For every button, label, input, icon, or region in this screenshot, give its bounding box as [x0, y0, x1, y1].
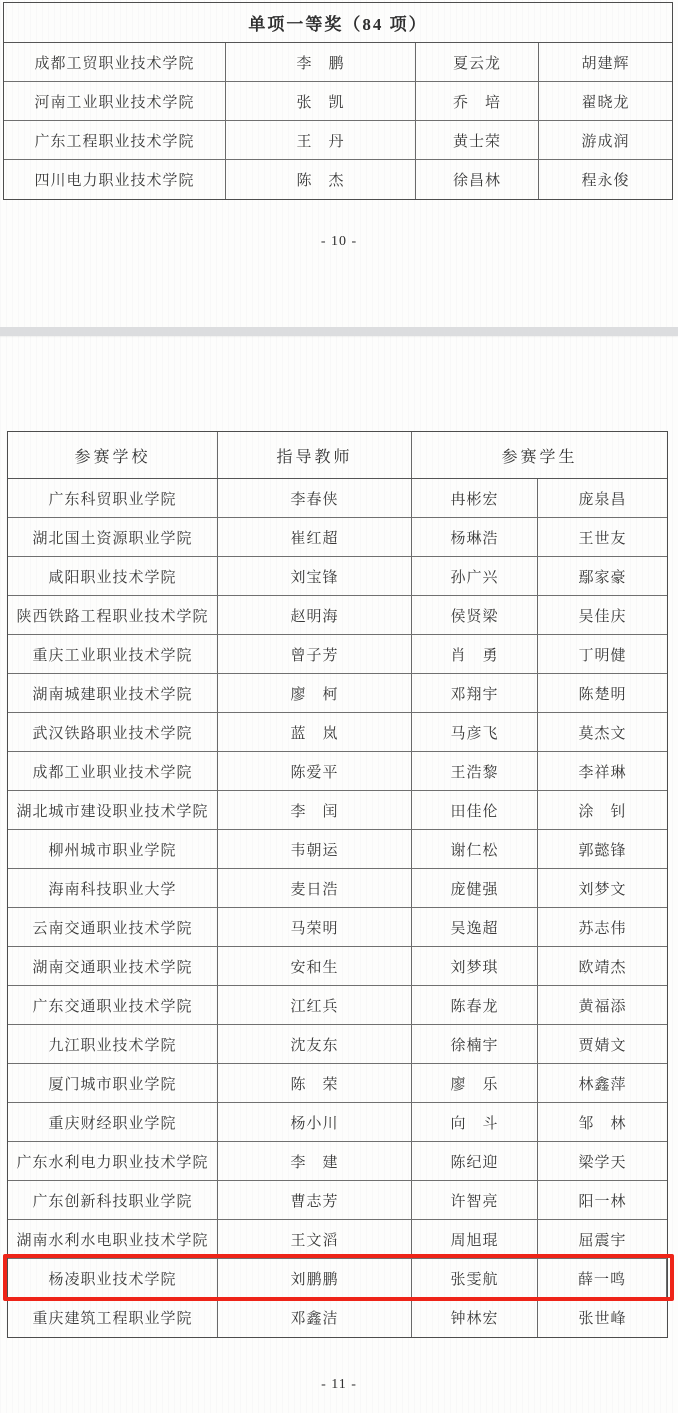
cell-school: 云南交通职业技术学院: [8, 908, 218, 947]
cell-teacher: 蓝 岚: [218, 713, 412, 752]
table-row: [4, 121, 672, 160]
cell-student-2: 丁明健: [538, 635, 667, 674]
cell-teacher: 李 闰: [218, 791, 412, 830]
cell-student-2: 翟晓龙: [539, 82, 672, 121]
table-row: [8, 1142, 667, 1181]
table-body: [8, 479, 667, 1337]
cell-school: 广东工程职业技术学院: [4, 121, 226, 160]
cell-teacher: 曹志芳: [218, 1181, 412, 1220]
cell-teacher: 赵明海: [218, 596, 412, 635]
cell-student-1: 许智亮: [412, 1181, 538, 1220]
cell-teacher: 麦日浩: [218, 869, 412, 908]
cell-school: 湖南水利水电职业技术学院: [8, 1220, 218, 1259]
cell-student-2: 游成润: [539, 121, 672, 160]
cell-teacher: 李 鹏: [226, 43, 416, 82]
table-row: [8, 830, 667, 869]
cell-student-1: 夏云龙: [416, 43, 539, 82]
table-row: [4, 160, 672, 199]
cell-school: 柳州城市职业学院: [8, 830, 218, 869]
table-row: [8, 713, 667, 752]
table-row: [8, 986, 667, 1025]
cell-school: 重庆工业职业技术学院: [8, 635, 218, 674]
cell-student-1: 张雯航: [412, 1259, 538, 1298]
table-row: [8, 1259, 667, 1298]
cell-student-1: 陈纪迎: [412, 1142, 538, 1181]
cell-school: 湖南交通职业技术学院: [8, 947, 218, 986]
page-divider: [0, 327, 678, 336]
table-row: [8, 869, 667, 908]
cell-teacher: 安和生: [218, 947, 412, 986]
cell-teacher: 马荣明: [218, 908, 412, 947]
cell-student-2: 阳一林: [538, 1181, 667, 1220]
page-number-10: - 10 -: [320, 234, 358, 249]
cell-student-1: 庞健强: [412, 869, 538, 908]
header-teacher: 指导教师: [218, 432, 412, 478]
cell-teacher: 江红兵: [218, 986, 412, 1025]
cell-student-1: 马彦飞: [412, 713, 538, 752]
cell-teacher: 陈爱平: [218, 752, 412, 791]
cell-teacher: 曾子芳: [218, 635, 412, 674]
cell-teacher: 邓鑫洁: [218, 1298, 412, 1337]
cell-student-2: 莫杰文: [538, 713, 667, 752]
cell-student-2: 鄢家豪: [538, 557, 667, 596]
cell-school: 杨凌职业技术学院: [8, 1259, 218, 1298]
cell-student-1: 杨琳浩: [412, 518, 538, 557]
cell-teacher: 廖 柯: [218, 674, 412, 713]
award-table-first-prize: [3, 2, 673, 200]
cell-student-2: 涂 钊: [538, 791, 667, 830]
header-students: 参赛学生: [501, 448, 578, 466]
cell-student-1: 廖 乐: [412, 1064, 538, 1103]
table-row: [8, 557, 667, 596]
cell-student-1: 谢仁松: [412, 830, 538, 869]
table-row: [8, 1025, 667, 1064]
cell-school: 重庆财经职业学院: [8, 1103, 218, 1142]
cell-student-1: 邓翔宇: [412, 674, 538, 713]
cell-student-1: 向 斗: [412, 1103, 538, 1142]
header-school: 参赛学校: [8, 432, 218, 478]
cell-school: 湖北城市建设职业技术学院: [8, 791, 218, 830]
cell-teacher: 韦朝运: [218, 830, 412, 869]
cell-student-2: 程永俊: [581, 173, 630, 189]
cell-student-2: 屈震宇: [538, 1220, 667, 1259]
cell-student-2: 邹 林: [538, 1103, 667, 1142]
cell-teacher: 刘鹏鹏: [218, 1259, 412, 1298]
cell-school: 河南工业职业技术学院: [4, 82, 226, 121]
cell-student-1: 陈春龙: [412, 986, 538, 1025]
cell-student-2: 胡建辉: [539, 43, 672, 82]
table-row: [8, 1220, 667, 1259]
cell-student-1: 王浩黎: [412, 752, 538, 791]
page-number-11: - 11 -: [321, 1377, 357, 1392]
award-table-continued: [7, 431, 668, 1338]
cell-student-1: 侯贤梁: [412, 596, 538, 635]
cell-student-2: 薛一鸣: [538, 1259, 667, 1298]
cell-student-1: 徐楠宇: [412, 1025, 538, 1064]
cell-teacher: 王 丹: [226, 121, 416, 160]
cell-school: 九江职业技术学院: [8, 1025, 218, 1064]
table-header-row: [8, 432, 667, 479]
cell-school: 成都工业职业技术学院: [8, 752, 218, 791]
cell-school: 海南科技职业大学: [8, 869, 218, 908]
cell-student-2: 李祥琳: [538, 752, 667, 791]
cell-school: 广东科贸职业学院: [8, 479, 218, 518]
cell-student-1: 田佳伦: [412, 791, 538, 830]
cell-student-2: 苏志伟: [538, 908, 667, 947]
cell-school: 湖北国土资源职业学院: [8, 518, 218, 557]
table-row: [8, 635, 667, 674]
cell-student-2: 吴佳庆: [538, 596, 667, 635]
table-row: [8, 479, 667, 518]
cell-student-1: 乔 培: [416, 82, 539, 121]
cell-student-2: 庞泉昌: [538, 479, 667, 518]
table-row: [8, 518, 667, 557]
table-row: [8, 1103, 667, 1142]
cell-student-1: 肖 勇: [412, 635, 538, 674]
cell-school: 四川电力职业技术学院: [4, 160, 226, 199]
table-title: 单项一等奖（84 项）: [4, 3, 672, 43]
table-row: [8, 1298, 667, 1337]
cell-teacher: 李春侠: [218, 479, 412, 518]
cell-school: 广东创新科技职业学院: [8, 1181, 218, 1220]
cell-student-2: 欧靖杰: [538, 947, 667, 986]
cell-teacher: 杨小川: [218, 1103, 412, 1142]
cell-student-1: 刘梦琪: [412, 947, 538, 986]
cell-school: 广东水利电力职业技术学院: [8, 1142, 218, 1181]
cell-school: 重庆建筑工程职业学院: [8, 1298, 218, 1337]
cell-student-2: 林鑫萍: [538, 1064, 667, 1103]
cell-student-2: 贾婧文: [538, 1025, 667, 1064]
cell-school: 武汉铁路职业技术学院: [8, 713, 218, 752]
table-row: [4, 82, 672, 121]
table-row: [8, 1064, 667, 1103]
cell-student-1: 吴逸超: [412, 908, 538, 947]
cell-student-2: 黄福添: [538, 986, 667, 1025]
table-row: [8, 791, 667, 830]
cell-student-1: 冉彬宏: [412, 479, 538, 518]
table-row: [8, 908, 667, 947]
cell-student-2: 张世峰: [578, 1311, 627, 1327]
cell-student-1: 孙广兴: [412, 557, 538, 596]
cell-student-1: 钟林宏: [412, 1298, 538, 1337]
cell-school: 成都工贸职业技术学院: [4, 43, 226, 82]
table-row: [8, 674, 667, 713]
cell-student-1: 黄士荣: [416, 121, 539, 160]
cell-student-2: 陈楚明: [538, 674, 667, 713]
cell-student-2: 郭懿锋: [538, 830, 667, 869]
cell-school: 咸阳职业技术学院: [8, 557, 218, 596]
cell-teacher: 陈 荣: [218, 1064, 412, 1103]
table-body: [4, 43, 672, 199]
cell-teacher: 刘宝锋: [218, 557, 412, 596]
cell-school: 厦门城市职业学院: [8, 1064, 218, 1103]
table-row: [4, 43, 672, 82]
cell-teacher: 李 建: [218, 1142, 412, 1181]
cell-teacher: 沈友东: [218, 1025, 412, 1064]
cell-student-2: 刘梦文: [538, 869, 667, 908]
cell-teacher: 张 凯: [226, 82, 416, 121]
cell-school: 湖南城建职业技术学院: [8, 674, 218, 713]
cell-student-1: 周旭琨: [412, 1220, 538, 1259]
table-row: [8, 1181, 667, 1220]
table-row: [8, 947, 667, 986]
cell-school: 广东交通职业技术学院: [8, 986, 218, 1025]
cell-teacher: 王文滔: [218, 1220, 412, 1259]
cell-teacher: 陈 杰: [226, 160, 416, 199]
cell-school: 陕西铁路工程职业技术学院: [8, 596, 218, 635]
cell-student-1: 徐昌林: [416, 160, 539, 199]
cell-student-2: 梁学天: [538, 1142, 667, 1181]
cell-student-2: 王世友: [538, 518, 667, 557]
cell-teacher: 崔红超: [218, 518, 412, 557]
table-row: [8, 752, 667, 791]
table-row: [8, 596, 667, 635]
